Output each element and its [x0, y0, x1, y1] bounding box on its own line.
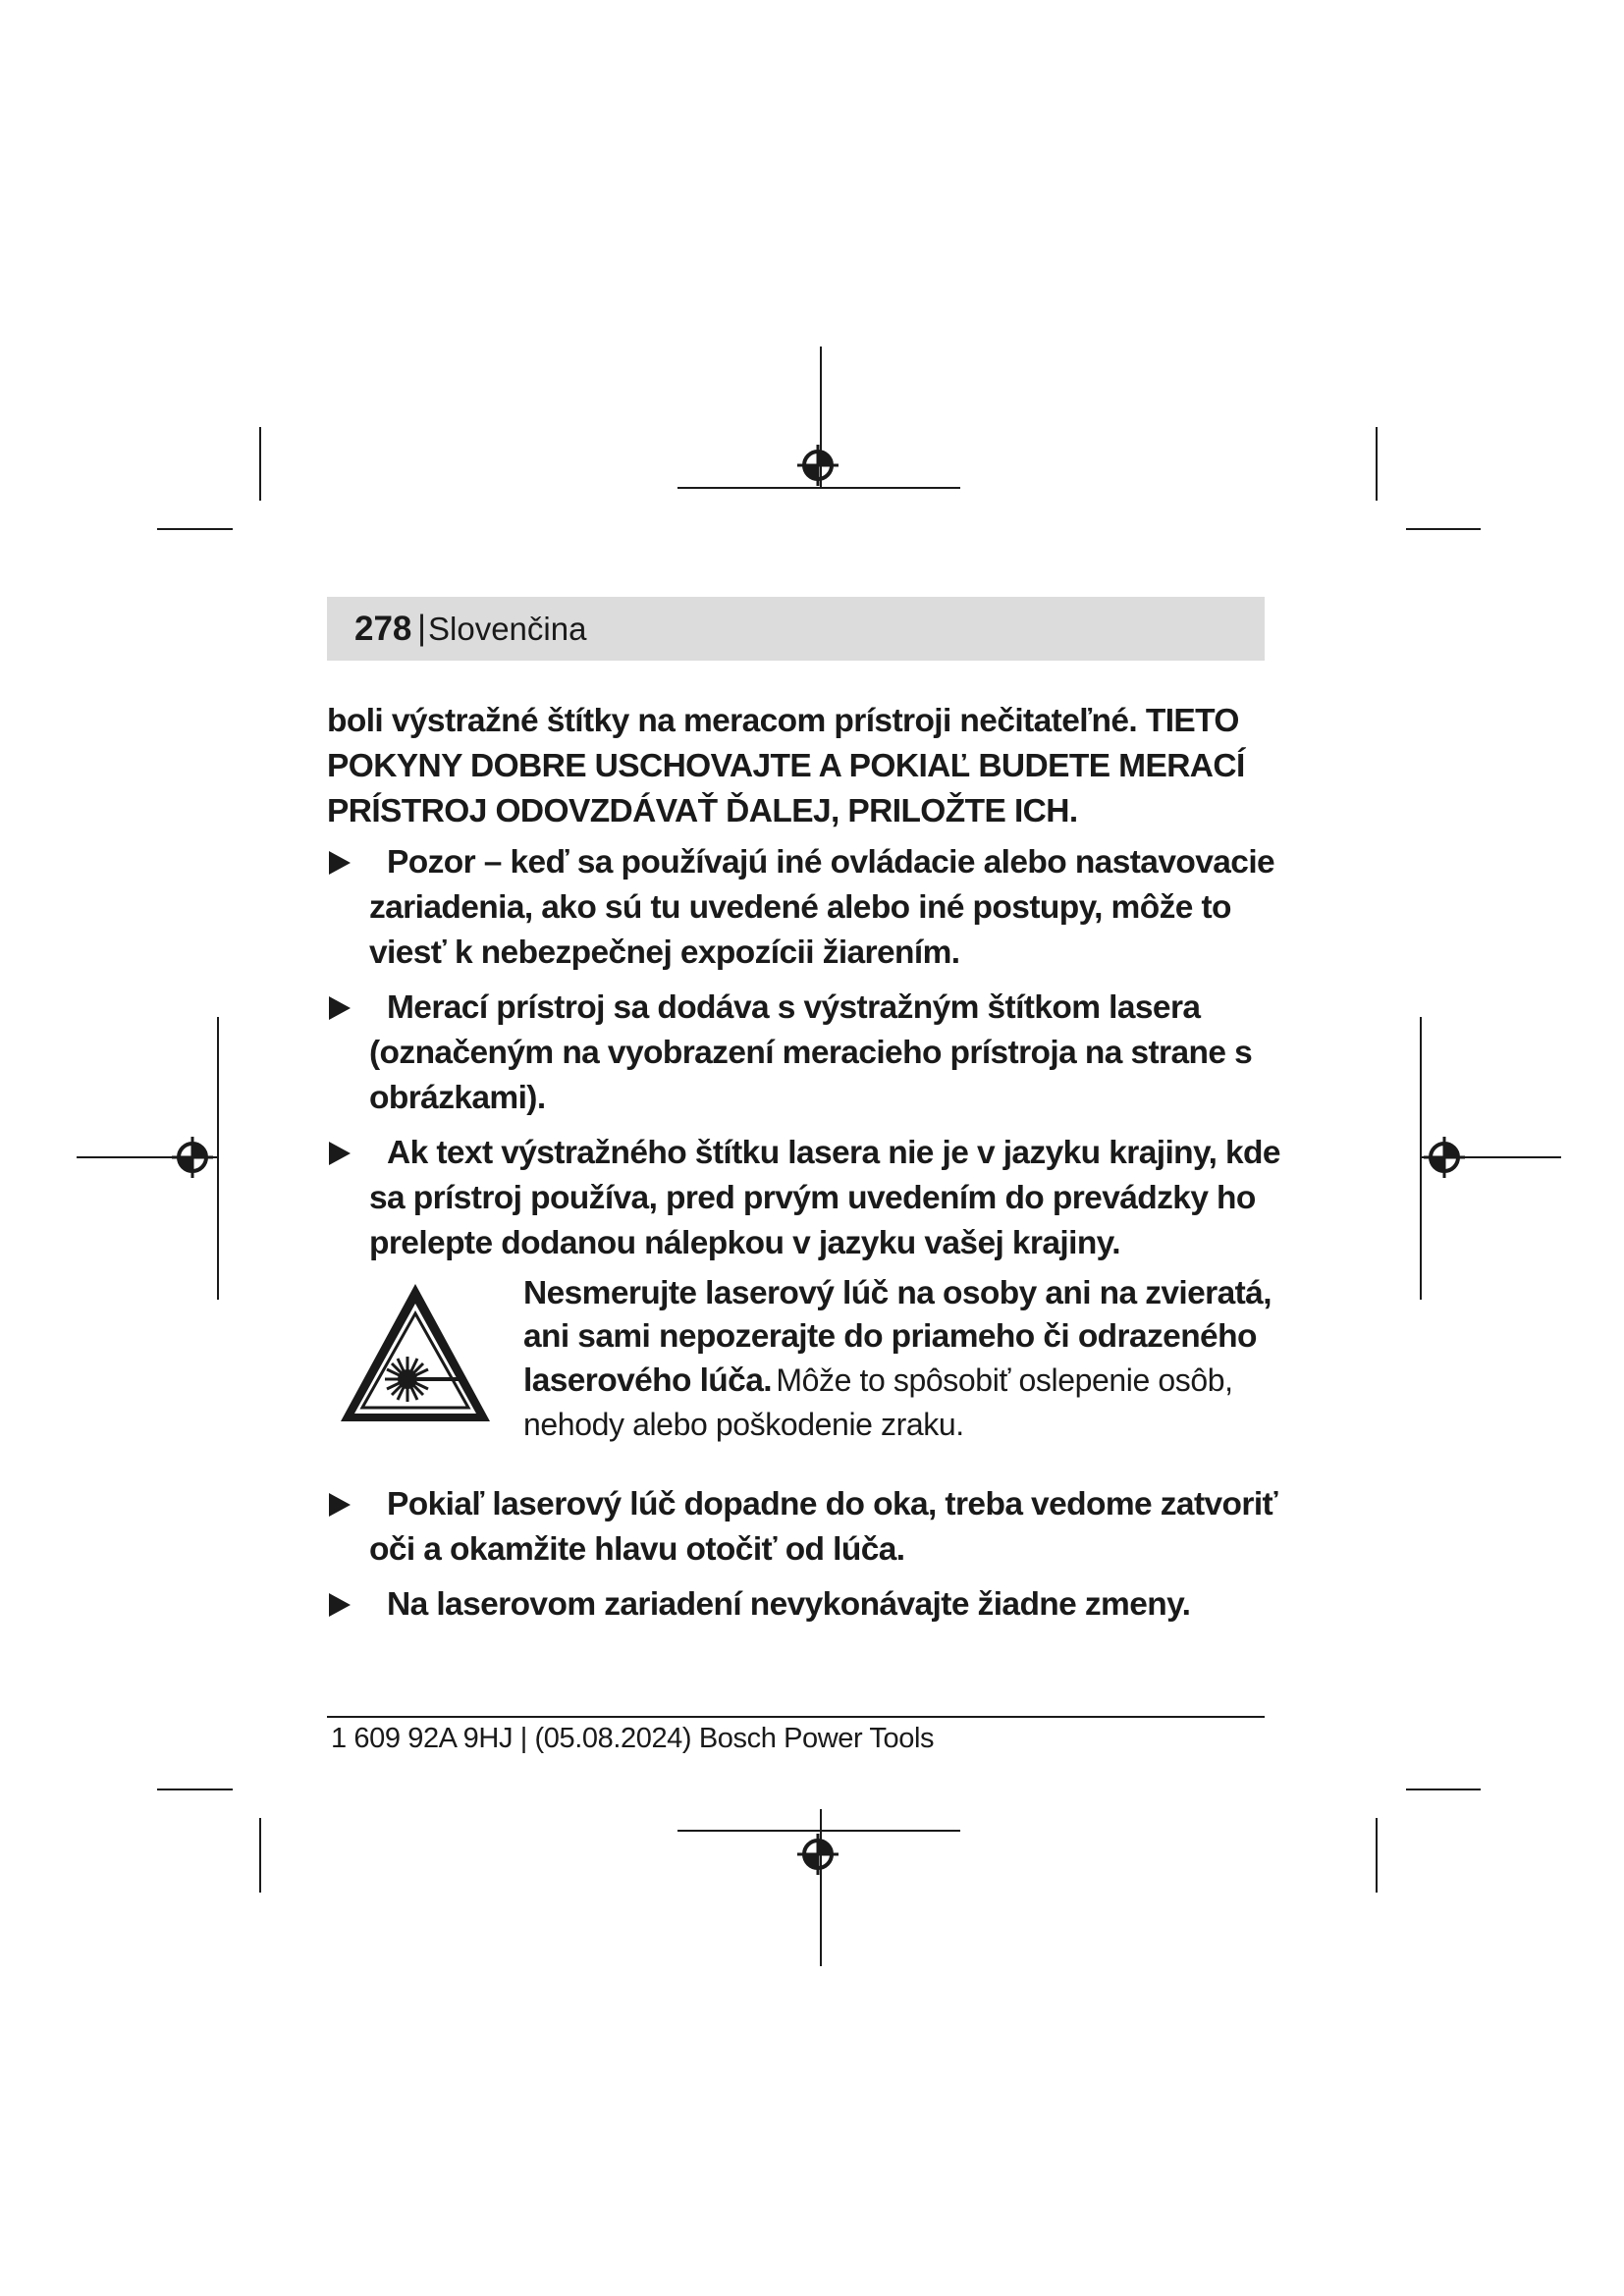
bullet-text: Pokiaľ laserový lúč dopadne do oka, treba vedome zatvoriť oči a okamžite hlavu otočiť od lúča.: [369, 1486, 1277, 1568]
footer-text: 1 609 92A 9HJ | (05.08.2024) Bosch Power Tools: [331, 1723, 935, 1754]
header-language: Slovenčina: [428, 611, 587, 647]
bullet-item: [327, 986, 1284, 1121]
bullet-item: [327, 840, 1284, 976]
page-header: [327, 597, 1265, 661]
intro-paragraph: boli výstražné štítky na meracom prístroji nečitateľné. TIETO POKYNY DOBRE USCHOVAJTE A POKIAĽ BUDETE MERACÍ PRÍSTROJ ODOVZDÁVAŤ ĎALEJ, PRILOŽTE ICH.: [327, 703, 1245, 829]
page-content: [327, 699, 1284, 1637]
bullet-arrow-icon: [329, 996, 351, 1020]
registration-target-bottom: [797, 1834, 839, 1875]
bullet-arrow-icon: [329, 1593, 351, 1617]
bullet-text: Pozor – keď sa používajú iné ovládacie alebo nastavovacie zariadenia, ako sú tu uvedené alebo iné postupy, môže to viesť k nebezpečnej expozícii žiarením.: [369, 844, 1275, 971]
laser-warning-text: [523, 1272, 1289, 1446]
bullet-text: Merací prístroj sa dodáva s výstražným štítkom lasera (označeným na vyobrazení meracieho prístroja na strane s obrázkami).: [369, 989, 1253, 1116]
bullet-arrow-icon: [329, 851, 351, 875]
bullet-item: [327, 1582, 1284, 1628]
laser-warning-block: [327, 1276, 1284, 1472]
bullet-item: [327, 1131, 1284, 1266]
header-separator: |: [417, 609, 427, 647]
laser-warning-normal: Môže to spôsobiť oslepenie osôb, nehody alebo poškodenie zraku.: [523, 1362, 1233, 1442]
laser-warning-bold: Nesmerujte laserový lúč na osoby ani na zvieratá, ani sami nepozerajte do priameho či odrazeného laserového lúča.: [523, 1275, 1272, 1399]
bullet-arrow-icon: [329, 1493, 351, 1517]
registration-target-top: [797, 445, 839, 486]
bullet-text: Na laserovom zariadení nevykonávajte žiadne zmeny.: [387, 1586, 1191, 1623]
laser-warning-triangle-icon: [337, 1280, 494, 1427]
bullet-item: [327, 1482, 1284, 1573]
footer-rule: [327, 1716, 1265, 1718]
registration-target-right: [1424, 1137, 1465, 1178]
bullet-text: Ak text výstražného štítku lasera nie je v jazyku krajiny, kde sa prístroj používa, pred prvým uvedením do prevádzky ho prelepte dodanou nálepkou v jazyku vašej krajiny.: [369, 1135, 1280, 1261]
registration-target-left: [172, 1137, 213, 1178]
bullet-arrow-icon: [329, 1142, 351, 1165]
page-number: 278: [354, 610, 412, 648]
